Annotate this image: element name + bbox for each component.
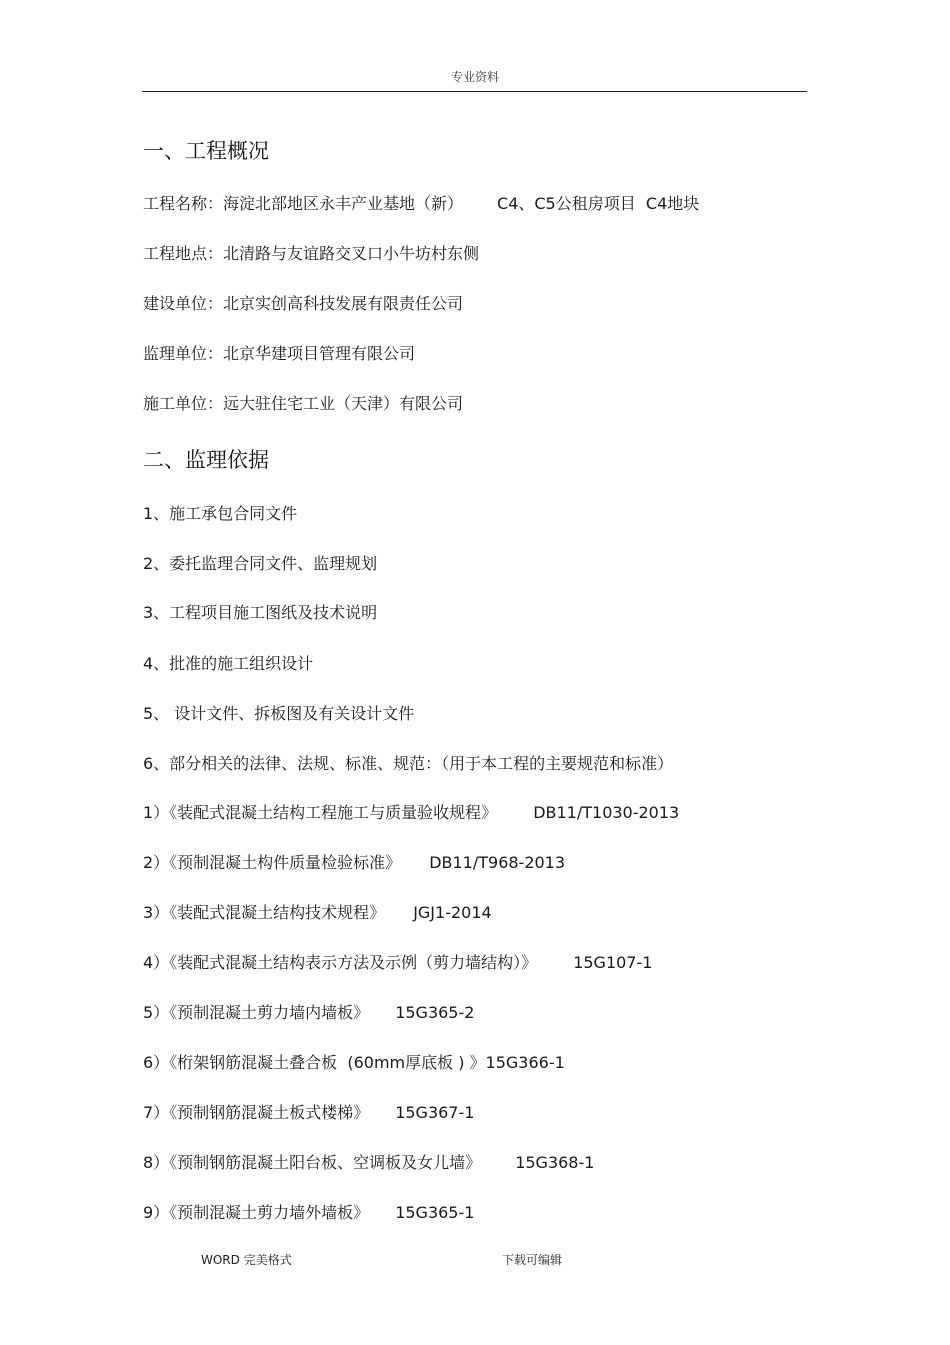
header-divider xyxy=(142,91,807,92)
field-label: 工程名称： xyxy=(143,194,224,213)
standard-code: JGJ1-2014 xyxy=(413,903,492,922)
footer-right-text: 下载可编辑 xyxy=(502,1253,563,1267)
field-project-name xyxy=(143,191,699,214)
field-label: 建设单位： xyxy=(143,294,224,313)
standard-code: 15G107-1 xyxy=(573,953,653,972)
field-label: 施工单位： xyxy=(143,394,224,413)
field-supervision-unit xyxy=(143,341,415,364)
standard-name: 5）《预制混凝土剪力墙内墙板》 xyxy=(143,1003,370,1022)
section-title: 二、监理依据 xyxy=(143,448,269,472)
list-item: 5、 设计文件、拆板图及有关设计文件 xyxy=(143,704,415,723)
list-item: 3、工程项目施工图纸及技术说明 xyxy=(143,603,378,622)
standard-name: 7）《预制钢筋混凝土板式楼梯》 xyxy=(143,1103,370,1122)
standard-item xyxy=(143,850,565,873)
field-contractor-unit xyxy=(143,391,463,414)
standard-item xyxy=(143,900,492,923)
field-value-extra: C4、C5公租房项目 C4地块 xyxy=(497,194,700,213)
standard-item xyxy=(143,1150,594,1173)
field-value: 远大驻住宅工业（天津）有限公司 xyxy=(223,394,464,413)
standard-item xyxy=(143,800,679,823)
standard-item xyxy=(143,1000,474,1023)
standard-name: 4）《装配式混凝土结构表示方法及示例（剪力墙结构）》 xyxy=(143,953,538,972)
standard-name: 1）《装配式混凝土结构工程施工与质量验收规程》 xyxy=(143,803,498,822)
standard-code: 15G367-1 xyxy=(395,1103,475,1122)
standard-code: 15G366-1 xyxy=(485,1053,565,1072)
header-text: 专业资料 xyxy=(450,70,499,84)
field-value: 北京华建项目管理有限公司 xyxy=(223,344,416,363)
field-value: 北清路与友谊路交叉口小牛坊村东侧 xyxy=(223,244,480,263)
field-value: 海淀北部地区永丰产业基地（新） xyxy=(223,194,464,213)
standard-name: 9）《预制混凝土剪力墙外墙板》 xyxy=(143,1203,370,1222)
field-label: 监理单位： xyxy=(143,344,224,363)
field-value: 北京实创高科技发展有限责任公司 xyxy=(223,294,464,313)
footer-left-text: WORD 完美格式 xyxy=(201,1253,292,1267)
standard-name: 2）《预制混凝土构件质量检验标准》 xyxy=(143,853,402,872)
standard-code: 15G368-1 xyxy=(515,1153,595,1172)
standard-item xyxy=(143,1200,474,1223)
standard-name: 3）《装配式混凝土结构技术规程》 xyxy=(143,903,386,922)
field-project-location xyxy=(143,241,479,264)
standard-item xyxy=(143,950,652,973)
standard-item xyxy=(143,1100,474,1123)
list-item: 1、施工承包合同文件 xyxy=(143,504,298,523)
standard-code: DB11/T968-2013 xyxy=(429,853,566,872)
standard-item xyxy=(143,1050,565,1073)
field-construction-unit xyxy=(143,291,463,314)
standard-name: 8）《预制钢筋混凝土阳台板、空调板及女儿墙》 xyxy=(143,1153,482,1172)
list-item: 4、批准的施工组织设计 xyxy=(143,654,314,673)
list-item: 6、部分相关的法律、法规、标准、规范：（用于本工程的主要规范和标准） xyxy=(143,754,674,773)
list-item: 2、委托监理合同文件、监理规划 xyxy=(143,554,378,573)
standard-code: 15G365-1 xyxy=(395,1203,475,1222)
standard-code: 15G365-2 xyxy=(395,1003,475,1022)
section-title: 一、工程概况 xyxy=(143,139,269,163)
standard-name: 6）《桁架钢筋混凝土叠合板 (60mm厚底板 ) 》 xyxy=(143,1053,486,1072)
standard-code: DB11/T1030-2013 xyxy=(533,803,680,822)
field-label: 工程地点： xyxy=(143,244,224,263)
